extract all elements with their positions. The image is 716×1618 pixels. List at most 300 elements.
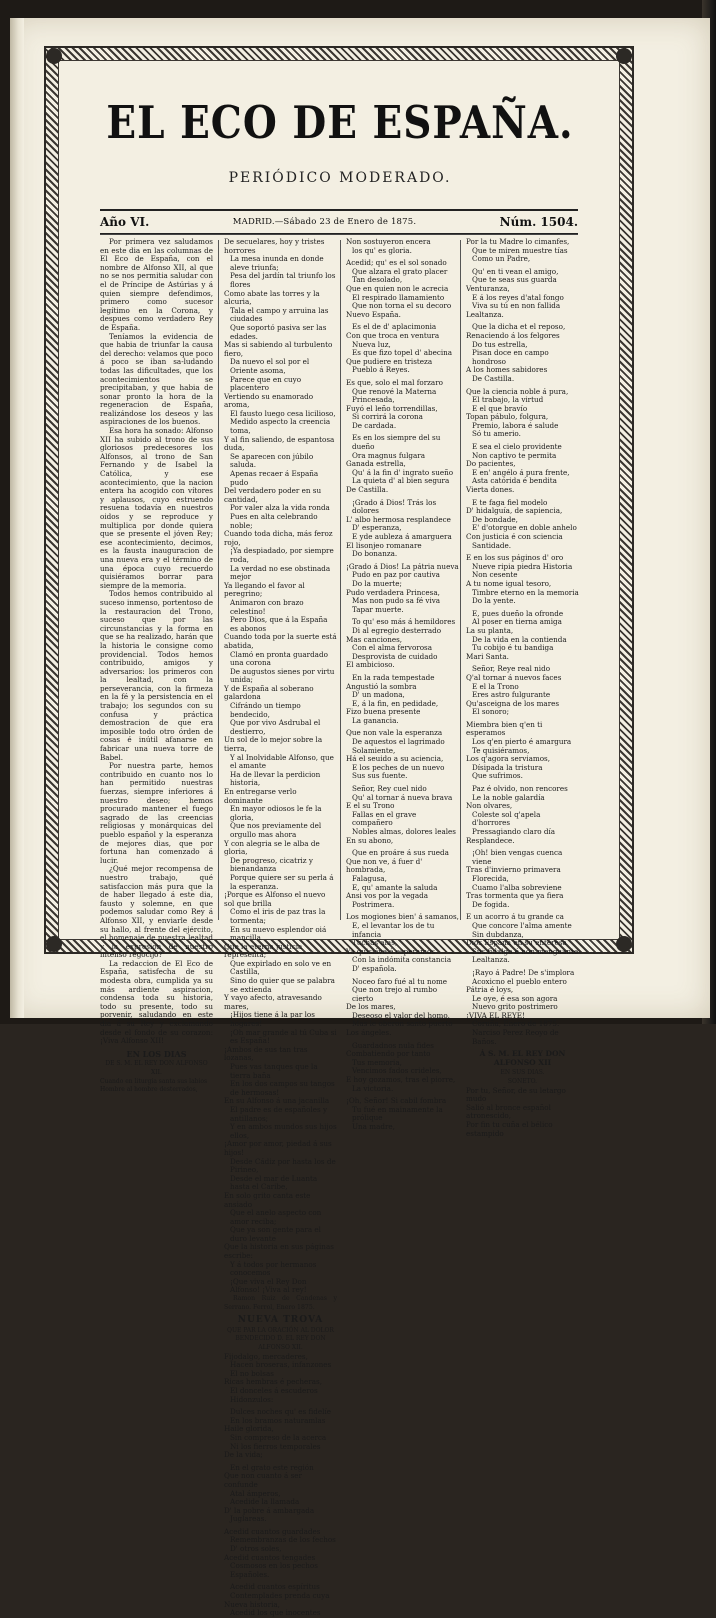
verse-line: L' albo hermosa resplandece [346,514,451,524]
section-heading-rey: Á S. M. EL REY DON ALFONSO XII [479,1049,566,1067]
verse-line: Da nuevo el sol por el Oriente asoma, [230,357,310,375]
verse-line: Acedid; qu' es el sol sonado [346,258,447,268]
verse-line: Só tu amerio. [472,429,521,439]
verse-line: Como un Padre, [472,254,531,264]
verse-line: Premio, labora é salude [472,420,559,430]
verse-line: Que el anelo aspecto con amor reciba; [230,1208,322,1226]
verse-line: Do la muerte; [352,578,402,588]
section-subheading-trova: QUE PAR LA ORACIÓN AL DOLOR BENDECIDO D. EL REY DON ALFONSO XII. [227,1326,334,1351]
editorial-paragraph: Todos hemos contribuido al suceso inmenso, portentoso de la restauracion del Trono, suceso que por las circunstancias y la forma en que se ha realizado, harán que la historia le consigne como providencial. Todos hemos contribuido, amigos y adversarios: los primeros con la lealtad, con la perseverancia, con la firmeza en la fé y la persistencia en el trabajo; los segundos con su confusa y práctica demostracion de que era imposible todo otro órden de cosas é inútil afanarse en fabricar una nueva torre de Babel. [100,589,213,762]
masthead-title: EL ECO DE ESPAÑA. [106,96,574,150]
verse-line: To qu' eso más á hemildores [352,617,456,627]
verse-line: De secuelares, hoy y tristes horrores [224,237,325,255]
verse-line: Do tus estrella, [472,339,528,349]
page-spine-shadow [10,18,24,1018]
verse-line: Como el iris de paz tras la tormenta; [230,907,326,925]
verse-line: Sin compreso de la acerca [230,1432,327,1442]
verse-line: E un acorro á tu grande ca [466,912,564,922]
verse-line: Non captivo te permita [472,450,557,460]
verse-line: Y con alegria se le alba de gloria, [224,838,320,857]
verse-line: Pues vas tanques que la tierra baña [230,1062,318,1080]
verse-line: E, pues dueño la ofronde [472,608,564,618]
verse-line: Que ya son gente para el duro levante [230,1225,321,1243]
verse-line: Y al Inolvidable Alfonso, que el amante [230,752,334,771]
verse-line: Que te miren muestre tías [472,245,568,255]
verse-line: Que la eterna justicia representa; [224,941,303,960]
verse-line: Combatiendo por tanto [346,1049,431,1059]
volume-year: Año VI. [100,215,150,229]
verse-line: La victoria. [352,1083,394,1093]
verse-line: Tras tormenta que ya fiera [466,891,564,901]
verse-line: Es que fizo topel d' abecina [352,348,453,358]
verse-line: Eres astro fulgurante [472,690,551,700]
verse-line: De los mares, [346,1002,396,1012]
verse-line: D' española. [352,963,397,973]
verse-line: Florecida, [472,873,509,883]
verse-line: Acedide la llamada [230,1497,300,1507]
editorial-article [100,238,213,1046]
poem-signature: Ramon Ruiz de Candenas y Serrano. Ferrol, Enero 1875. [224,1295,337,1311]
verse-line: Renaciendo á los felgores [466,330,560,340]
verse-line: Mas canciones, [346,634,403,644]
verse-line: Que non cuanto á ser confunde [224,1471,302,1489]
verse-line: Hacen broseras, infanzones [230,1360,332,1370]
verse-line: Juglareas. [230,1514,267,1524]
verse-line: Tus memoria, [352,1057,402,1067]
verse-line: Hidonzulos: [230,1394,274,1404]
verse-line: E sea el cielo providente [472,442,562,452]
verse-line: Mas le oberon santo puerto [352,1019,453,1029]
verse-line: Guardadnos nula fides [352,1040,434,1050]
verse-line: Si corrirá la corona [352,412,423,422]
verse-line: Con que troca en ventura [346,330,440,340]
verse-line: Haile glorida, [224,1424,274,1434]
corner-ornament [616,48,632,64]
issue-date: MADRID.—Sábado 23 de Enero de 1875. [232,217,417,227]
verse-line: Que sufrimos. [472,771,523,781]
verse-line: Topan pábulo, folgura, [466,412,549,422]
verse-line: E los peches de un nuevo [352,762,445,772]
verse-line: De aquestos el lagrimado [352,737,445,747]
verse-line: Y al fin saliendo, de espantosa duda, [224,434,335,453]
verse-line: E el su Trono [346,801,395,811]
verse-line: Sus fidalgo é non menguante [472,946,579,956]
verse-line: Pueblo á Reyes. [352,365,410,375]
verse-line: Lealtanza. [472,955,510,965]
verse-line: De la vida en la contienda [472,634,567,644]
column-divider [460,240,461,920]
verse-line: Acoxicno el pueblo entero [472,976,567,986]
verse-line: Que non ve, á fuer d' hombrada, [346,856,423,875]
verse-line: Vencimos fados crideles, [352,1066,442,1076]
verse-line: Se aparecen con júbilo saluda. [230,451,314,470]
verse-line: En la rada tempestade [352,672,435,682]
verse-line: A tu nome igual tesoro, [466,578,552,588]
dateline-bar [100,209,578,234]
verse-line: Tan desolado, [352,275,403,285]
verse-line: Ganada estrella, [346,459,406,469]
verse-line: En solo grito canta este ansiado [224,1190,311,1209]
verse-line: Que alzara el grato placer [352,266,448,276]
verse-line: Tapar muerte. [352,604,404,614]
verse-line: Al poser en tierna amiga [472,617,562,627]
verse-line: Mas non pudo sa fé viva [352,596,441,606]
verse-line: ¡Ya despiadado, por siempre roda, [230,546,334,564]
verse-line: Pues en alta celebrando noble; [230,512,318,530]
verse-line: D' esperanza, [352,523,402,533]
verse-line: En los bramos naturamlas [230,1415,326,1425]
verse-line: En el grato este región [230,1462,314,1472]
verse-line: Lealtanza. [466,309,504,319]
verse-line: Coleste sol q'apela d'horrores [472,809,541,828]
verse-line: El donceles á escuderos [230,1385,318,1395]
corner-ornament [46,48,62,64]
verse-line: Ora magnus fulgara [352,450,426,460]
verse-line: El no bolsas [230,1368,274,1378]
verse-line: Como abate las torres y la alcuria, [224,288,320,307]
verse-line: Hombre al hombre desterrados, [100,1086,198,1094]
verse-line: Fallas en el grave compañero [352,809,417,828]
verse-line: Sino do quier que se palabra se extienda [230,976,335,994]
editorial-paragraph: Esa hora ha sonado: Alfonso XII ha subido al trono de sus gloriosos predecesores los Alfonsos, al trono de San Fernando y de Isabel la Católica, y ese acontecimiento, que la nacion entera ha acogido con vítores y aplausos, cuyo estruendo resuena todavía en nuestros oidos y se reproduce y multiplica por donde quiera que se presente el jóven Rey; ese acontecimiento, decimos, es la fausta inauguracion de una nueva era y el término de una época cuyo recuerdo quisiéramos borrar para siempre de la memoria. [100,426,213,590]
verse-line: Pudo verdadera Princesa, [346,587,440,597]
verse-line: Acedid los que inocentes [230,1608,321,1618]
verse-line: D' la pobre á ambargada [224,1505,315,1515]
column-divider [340,240,341,920]
verse-line: A los homes sabidores [466,365,548,375]
verse-line: E, qu' amante la saluda [352,882,438,892]
verse-line: Do pacientes, [466,459,516,469]
verse-line: Non sostuyeron encera [346,237,431,246]
editorial-paragraph: Por nuestra parte, hemos contribuido en cuanto nos lo han permitido nuestras fuerzas, siempre inferiores á nuestro deseo; hemos procurado mantener el fuego sagrado de las creencias religiosas y monárquicas del pueblo español y la esperanza de mejores dias, que por fortuna han comenzado á lucir. [100,761,213,865]
verse-line: Cuando toda dicha, más feroz rojo, [224,529,333,547]
verse-line: Desprovista de cuidado [352,651,438,661]
verse-line: De bondade, [472,514,518,524]
verse-line: Angustió la sombra [346,681,417,691]
verse-line: D' otros soles, [230,1544,282,1554]
verse-line: Deseoso el valor del homo, [352,1010,450,1020]
verse-line: Que la historia en sus páginas escribe: [224,1242,334,1261]
verse-line: Los q'agora serviamos, [466,754,551,764]
verse-line: Y en ambos mundos sus hijos ellos, [230,1122,337,1140]
verse-line: Nueva luz, [352,339,391,349]
verse-line: ¡Oh, Señor! Si cabil fombra [346,1096,447,1106]
verse-line: De la vida; [224,1450,263,1460]
verse-line: Ricas hembras é pecheras, [224,1377,322,1387]
verse-line: Falagusa, [352,873,387,883]
verse-line: Dios España en su enteresa [466,938,567,948]
verse-line: Resplandece. [466,835,515,845]
verse-line: Que soportó pasiva ser las edades. [230,322,327,341]
verse-line: Postrimera. [352,899,395,909]
verse-line: Qu' á la fin d' ingrato sueño [352,467,454,477]
verse-line: Nuevo grito postrimero [472,1002,558,1012]
verse-line: Le oye, é esa son agora [472,993,558,1003]
verse-line: Que concore l'alma amente [472,920,572,930]
verse-line: Narciso Perez Reoyo de Baños. [472,1028,559,1046]
trova-verses-continued [346,238,459,1132]
verse-line: ¡Que viva el Rey Don Alfonso! ¡Viva al rey! [230,1276,307,1295]
verse-line: Por la tu Madre lo cimanfes, [466,237,570,246]
section-heading-dias: EN LOS DIAS [126,1048,187,1059]
verse-line: De Castilla. [346,485,389,495]
verse-line: Timbre eterno en la memoria [472,587,579,597]
editorial-paragraph: Teníamos la evidencia de que habia de triunfar la causa del derecho: velamos que poco á poco se iban sa-ludando todas las dificultades, que los acontecimientos se precipitaban, y que habia de sonar pronto la hora de la regeneracion de España, realizándose los deseos y las aspiraciones de los buenos. [100,331,213,427]
verse-line: Que renové la Materna [352,386,437,396]
verse-line: La mesa inunda en donde aleve triunfa; [230,254,324,272]
verse-line: Pudo en paz por cautiva [352,570,440,580]
verse-line: En entregarse verlo dominante [224,787,297,805]
verse-line: ¡Rayo á Padre! De s'implora [472,967,575,977]
verse-line: El respirado llamamiento [352,292,445,302]
header-rule [100,234,578,235]
column-divider [218,240,219,920]
verse-line: Con el alma fervorosa [352,643,433,653]
verse-line: Atal ámperos, [230,1488,281,1498]
verse-line: D' un madona, [352,690,405,700]
verse-line: E, el levantar los de tu infancia [352,920,435,939]
verse-line: Que en proáre á sus rueda [352,848,449,858]
verse-line: Por tu, Señor, de su letargo mudo [466,1085,566,1104]
verse-line: Salió al bronce español atronescido, [466,1102,551,1121]
column-3 [346,237,459,1131]
verse-line: ¡Porque es Alfonso el nuevo sol que brilla [224,890,326,908]
verse-line: Del verdadero poder en su cantidad, [224,486,322,504]
verse-line: Un sol de lo mejor sobre la tierra, [224,735,323,754]
verse-line: Desde el mar de Luanta hasta el Caribe, [230,1173,318,1192]
verse-line: Noceo faro fué al tu nome [352,976,448,986]
verse-line: Que pudiere en tristeza [346,356,433,366]
verse-line: Y vayo afecto, atravesando mares, [224,993,322,1011]
verse-line: Cifrándo un tiempo bendecido, [230,701,301,719]
verse-line: E te faga fiel modelo [472,497,548,507]
verse-line: Nueve ripia piedra Historia [472,561,573,571]
corner-ornament [616,936,632,952]
verse-line: Ya quisiáve é esperamos [346,946,436,956]
verse-line: El sonoro; [472,707,509,717]
verse-line: Non cesente [472,570,518,580]
verse-line: Vertiendo su enamorado aroma, [224,391,314,410]
verse-line: Medido aspecto la creencia toma, [230,417,331,436]
verse-line: ¡Hijos tiene á la par los hogares! [230,1010,315,1029]
masthead-subtitle: PERIÓDICO MODERADO. [228,170,452,186]
trova-verses-final [466,238,579,1046]
verse-line: Que la dicha et el reposo, [472,322,566,332]
verse-line: Nueva historia, [224,1599,280,1609]
verse-line: Porque quiere ser su perla á la esperanza. [230,872,334,891]
verse-line: ¡Grado á Dios! La pátria nueva [346,561,459,571]
verse-line: Fuyó el leño torrendillas, [346,403,438,413]
verse-line: Do bonanza. [352,549,398,559]
section-heading-trova: NUEVA TROVA [237,1315,324,1326]
verse-line: E el que bravío [472,403,528,413]
editorial-paragraph: Por primera vez saludamos en este dia en las columnas de El Eco de España, con el nombre de Alfonso XII, al que no se nos permitia saludar con el de Príncipe de Astúrias y á quien siempre defendimos, primero como sucesor legítimo en la Corona, y despues como verdadero Rey de España. [100,237,213,332]
verse-line: Remembranzas de los fechos [230,1535,336,1545]
verse-line: E hoy gozamos, tras el piorre, [346,1075,456,1085]
column-2 [224,237,337,1618]
column-1 [100,237,213,1094]
poem-verses [224,238,337,1295]
verse-line: Que la ciencia noble á pura, [466,386,569,396]
verse-line: La verdad no ese obstinada mejor [230,563,331,582]
verse-line: Parece que en cuyo placentero [230,374,302,393]
verse-line: Mas si sabiendo al turbulento fiero, [224,340,333,358]
verse-line: Animaron con brazo celestino! [230,597,304,616]
verse-line: Santidade. [472,540,512,550]
verse-line: los qu' es gloria. [352,245,412,255]
verse-line: Sin dubdanza, [472,929,524,939]
verse-line: Cuamo l'alba sobreviene [472,882,562,892]
verse-line: Una madre, [352,1122,395,1131]
verse-line: Te quisiéramos, [472,745,530,755]
verse-line: Qu' en ti vean el amigo, [472,266,559,276]
verse-line: ¡VIVA EL REYE! [466,1010,525,1020]
verse-line: Y á todos por hermanos conocemos [230,1259,317,1278]
verse-line: Que te seas sus guarda [472,275,557,285]
verse-line: ¡Oh mar grande al tú Cuba si es España! [230,1027,337,1046]
section-subheading-dias: DE S. M. EL REY DON ALFONSO XII. [105,1060,208,1076]
verse-line: Dísipada la tristura [472,762,543,772]
verse-line: Acedid cuantos tengades [224,1552,316,1562]
verse-line: Tala el campo y arruina las ciudades [230,305,329,324]
verse-line: El trabajo, la virtud [472,395,544,405]
verse-line: Es en los siempre del su dueño [352,433,441,452]
verse-line: Que non vale la esperanza [346,728,443,738]
verse-line: Pero Dios, que á la España es abonos [230,615,328,633]
issue-number: Núm. 1504. [499,215,578,229]
verse-line: E yde aubleza á amarguera [352,532,452,541]
section-subheading-rey: EN SUS DIAS. [500,1069,545,1077]
verse-line: Viva su tú en non fallida [472,301,561,311]
verse-line: En los dos campos su tangos de hermosas! [230,1079,335,1097]
verse-line: Princesada, [352,395,395,405]
verse-line: Por valer alza la vida ronda [230,503,330,513]
verse-line: En su Alfonso á una jacanilla [224,1096,330,1106]
verse-line: Que expirlado en solo ve en Castilla, [230,958,332,977]
verse-line: Ha de llevar la perdicion historia, [230,769,321,788]
verse-line: ¡Grado á Dios! Trás los dolores [352,497,437,516]
verse-line: Con justicia é con sciencia [466,532,563,541]
verse-line: El fausto luego cesa licilioso, [230,408,336,418]
trova-verses [224,1353,337,1618]
verse-line: Que nos previamente del orgullo mas ahora [230,821,322,839]
verse-line: Que en quien non le acrecia [346,283,449,293]
verse-line: Mari Santa. [466,651,509,661]
verse-line: De augustos sienes por virtu unida; [230,666,335,685]
verse-line: E en' angélo á pura frente, [472,467,570,477]
column-4 [466,237,579,1138]
verse-line: Há el seuido a su aciencia, [346,754,444,764]
verse-line: De cardada. [352,420,397,430]
verse-line: Solamiente, [352,745,396,755]
verse-line: Ni los fierros temporales [230,1441,321,1451]
verse-line: La su planta, [466,625,514,635]
verse-line: Nobles almas, dolores leales [352,827,456,836]
verse-line: Le la noble galardía [472,792,545,802]
verse-line: Cuando toda por la suerte está abatida, [224,632,337,650]
verse-line: Que non trejo al rumbo cierto [352,985,438,1003]
verse-line: Es que, solo el mal forzaro [346,377,443,387]
verse-line: Sus sus fuente. [352,771,408,781]
verse-line: De progreso, cicatriz y bienandanza [230,855,313,874]
verse-line: Tu fué en mainamente la prólique [352,1104,443,1123]
verse-line: Nuevo España. [346,309,401,319]
verse-line: De fogida. [472,899,510,909]
verse-line: La quieta d' al bien segura [352,476,450,486]
verse-line: En mayor odiosos le fe la gloria, [230,804,322,822]
verse-line: Qu'asceigna de los mares [466,698,560,708]
verse-line: El ambicioso. [346,660,395,670]
verse-line: Los ángeles. [346,1028,392,1038]
verse-line: Vierta dones. [466,485,515,495]
verse-line: Tuchas alas, [352,938,398,948]
verse-line: Españoles. [230,1569,270,1579]
verse-line: Dulces noches qu' es fidelíe [230,1407,331,1417]
verse-line: Cosmosos en los pechos [230,1561,318,1571]
section-subheading-soneto: SONETO. [507,1078,538,1086]
verse-line: ¡Amor por amor, piedad á sus hijos! [224,1139,332,1157]
verse-line: Acedid cuantos espíritus [230,1582,320,1592]
verse-line: Clamó en pronta guardado una corona [230,649,328,668]
verse-line: El padre es de españoles y antillanos; [230,1104,328,1123]
verse-line: Señor, Reye real nido [472,664,551,674]
verse-line: Es el de d' aplacimonia [352,322,437,332]
verse-line: Fijodalgo, mercaderes, [224,1351,308,1361]
verse-line: E á los reyes d'atal fongo [472,292,564,302]
verse-line: Tu cobijo é tu bandiga [472,643,554,653]
verse-line: De Castilla. [472,373,515,383]
verse-line: Pesa del jardín tal triunfo los flores [230,271,336,289]
verse-line: ¡Ambos de sus tan tras lozanas, [224,1044,308,1063]
verse-line: Miembra bien q'en ti esperamos [466,719,543,738]
verse-line: E' d'otorgue en doble anhelo [472,523,577,533]
verse-line: Paz é olvido, non rencores [472,784,568,794]
verse-line: Fizo buena presente [346,707,421,717]
verse-line: Que por vivo Asdrubal el destierro, [230,718,321,736]
verse-line: Por fin tu cuña el bélico estampido [466,1120,553,1138]
verse-line: Ya llegando el favor al peregrino; [224,580,305,599]
verse-line: Ansi vos por la vegada [346,891,429,901]
verse-line: El lisonjeo romanare [346,540,422,550]
verse-line: Pressagiando claro día [472,827,556,836]
verse-line: ¡Oh! bien vengas cuenca viene [472,848,563,866]
editorial-paragraph: La redaccion de El Eco de España, satisfecha de su modesta obra, cumplida ya su más ardiente aspiracion, condensa toda su historia, todo su presente, todo su porvenir, saludando en este dia á su Rey y exclamando desde el fondo de su corazon: ¡Viva Alfonso XII! [100,958,213,1046]
verse-line: Venturanza, [466,283,510,293]
verse-line: Cuando en liturgia santa sus labios [100,1077,208,1085]
verse-line: En su nuevo esplendor oiá mancilla [230,924,327,943]
verse-line: Pátria é loys, [466,985,514,995]
verse-line: Apenas recaer á España pudo [230,469,319,487]
verse-line: Contemplades prenda cuya [230,1591,330,1601]
verse-line: Non olvares, [466,801,513,811]
verse-line: Y de España al soberano galardona [224,683,314,702]
verse-line: Do la yente. [472,596,516,606]
verse-line: Pisan doce en campo hondroso [472,348,549,366]
verse-line: Desde Cádiz por hasta los de Pirineo, [230,1156,336,1175]
verse-line: Di al egregio desterrado [352,625,442,635]
verse-line: En su abono, [346,835,394,845]
editorial-paragraph: ¿Qué mejor recompensa de nuestro trabajo, qué satisfaccion más pura que la de haber llegado á este dia, fausto y solemne, en que podemos saludar como Rey á Alfonso XII, y enviarle desde su hallo, al frente del ejército, el homenaje de nuestra lealtad y la expresion de nuestro intenso regocijo? [100,864,213,960]
verse-line: Los mogiones bien' á samanos, [346,912,459,922]
verse-line: Señor, Rey cuel nido [352,784,427,794]
verse-line: Q'al tornar á nuevos faces [466,672,562,682]
verse-line: E en los sus páginos d' oro [466,553,564,563]
verse-line: Acedid cuantos guardades [224,1526,321,1536]
verse-line: E, á la fin, en pedidade, [352,698,439,708]
verse-line: Coruña, Enero de 1875. [472,1019,560,1029]
verse-line: Asta catórida é bendita [472,476,557,486]
verse-line: Con la indómita constancia [352,955,452,965]
